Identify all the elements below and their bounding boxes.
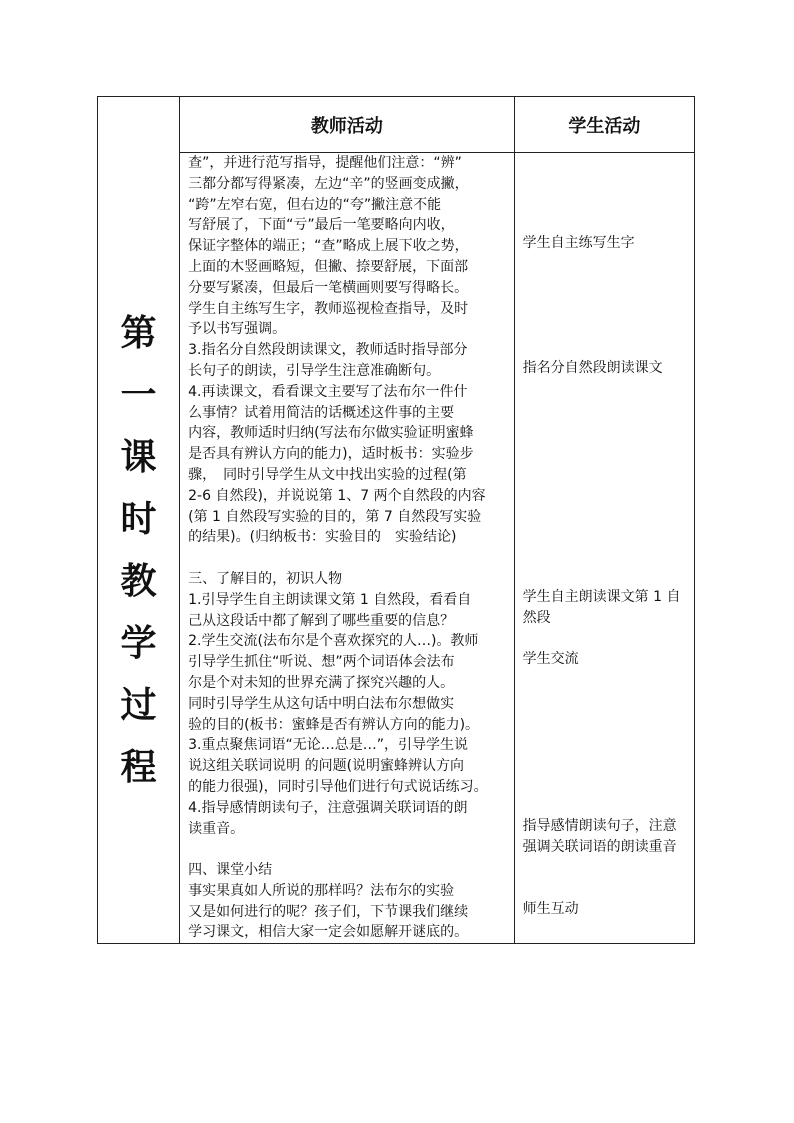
teacher-line: 4.再读课文，看看课文主要写了法布尔一件什: [188, 383, 468, 400]
side-char: 第: [120, 312, 157, 354]
blank-line: [188, 839, 509, 860]
student-activity-header: 学生活动: [514, 97, 694, 153]
side-char: 一: [120, 374, 157, 416]
teacher-line: 保证字整体的端正；“查”略成上展下收之势，: [188, 238, 469, 255]
teacher-line: 查”，并进行范写指导，提醒他们注意：“辨”: [188, 155, 462, 171]
teacher-line: 内容，教师适时归纳(写法布尔做实验证明蜜蜂: [188, 425, 474, 442]
teacher-line: 说这组关联词说明 的问题(说明蜜蜂辨认方向: [188, 758, 465, 775]
side-title-cell: [98, 97, 180, 944]
teacher-line: 骤， 同时引导学生从文中找出实验的过程(第: [188, 466, 467, 483]
teacher-line: 事实果真如人所说的那样吗？法布尔的实验: [188, 882, 455, 899]
teacher-activity-header: 教师活动: [180, 97, 515, 153]
teacher-activity-cell: [180, 153, 515, 944]
teacher-line: 尔是个对未知的世界充满了探究兴趣的人。: [188, 674, 455, 691]
student-activity-text: [515, 153, 694, 943]
teacher-line: 么事情？试着用简洁的话概述这件事的主要: [188, 404, 455, 421]
teacher-line: 分要写紧凑，但最后一笔横画则要写得略长。: [188, 279, 469, 296]
side-char: 学: [120, 622, 157, 664]
teacher-line: 的能力很强)，同时引导他们进行句式说话练习。: [188, 778, 488, 795]
side-title: [98, 302, 179, 798]
teacher-line: 三、了解目的，初识人物: [188, 570, 343, 587]
teacher-line: 学生自主练写生字，教师巡视检查指导，及时: [188, 300, 469, 317]
teacher-line: 验的目的(板书：蜜蜂是否有辨认方向的能力)。: [188, 716, 480, 733]
teacher-line: “跨”左窄右宽，但右边的“夸”撇注意不能: [188, 196, 442, 213]
teacher-line: 写舒展了，下面“亏”最后一笔要略向内收，: [188, 217, 455, 234]
side-char: 过: [120, 684, 157, 726]
student-note: 学生交流: [522, 651, 579, 667]
side-char: 时: [120, 498, 157, 540]
teacher-line: 2.学生交流(法布尔是个喜欢探究的人…)。教师: [188, 633, 479, 650]
teacher-line: 3.重点聚焦词语“无论…总是…”，引导学生说: [188, 737, 468, 754]
student-note: 学生自主练写生字: [522, 235, 635, 251]
teacher-line: 长句子的朗读，引导学生注意准确断句。: [188, 362, 441, 379]
student-activity-cell: [514, 153, 694, 944]
teacher-line: 是否具有辨认方向的能力)，适时板书：实验步: [188, 446, 474, 463]
teacher-activity-text: [180, 153, 514, 943]
teacher-line: 予以书写强调。: [188, 321, 287, 338]
student-note: 学生自主朗读课文第 1 自然段: [522, 589, 681, 626]
teacher-line: 三都分都写得紧凑，左边“辛”的竖画变成撇，: [188, 175, 469, 192]
lesson-table: [97, 96, 695, 944]
teacher-line: 4.指导感情朗读句子，注意强调关联词语的朗: [188, 799, 468, 816]
teacher-line: 学习课文，相信大家一定会如愿解开谜底的。: [188, 924, 469, 941]
side-char: 教: [120, 560, 157, 602]
student-note: 指名分自然段朗读课文: [522, 360, 663, 376]
header-row: [98, 97, 695, 153]
teacher-line: 的结果)。(归纳板书：实验目的 实验结论): [188, 529, 457, 546]
teacher-line: 读重音。: [188, 820, 245, 837]
teacher-line: 又是如何进行的呢？孩子们，下节课我们继续: [188, 903, 469, 920]
side-char: 课: [120, 436, 157, 478]
teacher-line: 四、课堂小结: [188, 862, 273, 879]
teacher-line: 1.引导学生自主朗读课文第 1 自然段，看看自: [188, 591, 472, 608]
student-note: 指导感情朗读句子，注意强调关联词语的朗读重音: [522, 818, 677, 855]
teacher-line: 3.指名分自然段朗读课文，教师适时指导部分: [188, 342, 468, 359]
teacher-line: 引导学生抓住“听说、想”两个词语体会法布: [188, 654, 455, 671]
teacher-line: 2-6 自然段)，并说说第 1、7 两个自然段的内容: [188, 487, 486, 504]
content-row: [98, 153, 695, 944]
teacher-line: 上面的木竖画略短，但撇、捺要舒展，下面部: [188, 258, 469, 275]
teacher-line: (第 1 自然段写实验的目的，第 7 自然段写实验: [188, 508, 482, 525]
teacher-line: 同时引导学生从这句话中明白法布尔想做实: [188, 695, 455, 712]
teacher-line: 己从这段话中都了解到了哪些重要的信息？: [188, 612, 455, 629]
blank-line: [188, 548, 509, 569]
student-note: 师生互动: [522, 901, 579, 917]
side-char: 程: [120, 746, 157, 788]
